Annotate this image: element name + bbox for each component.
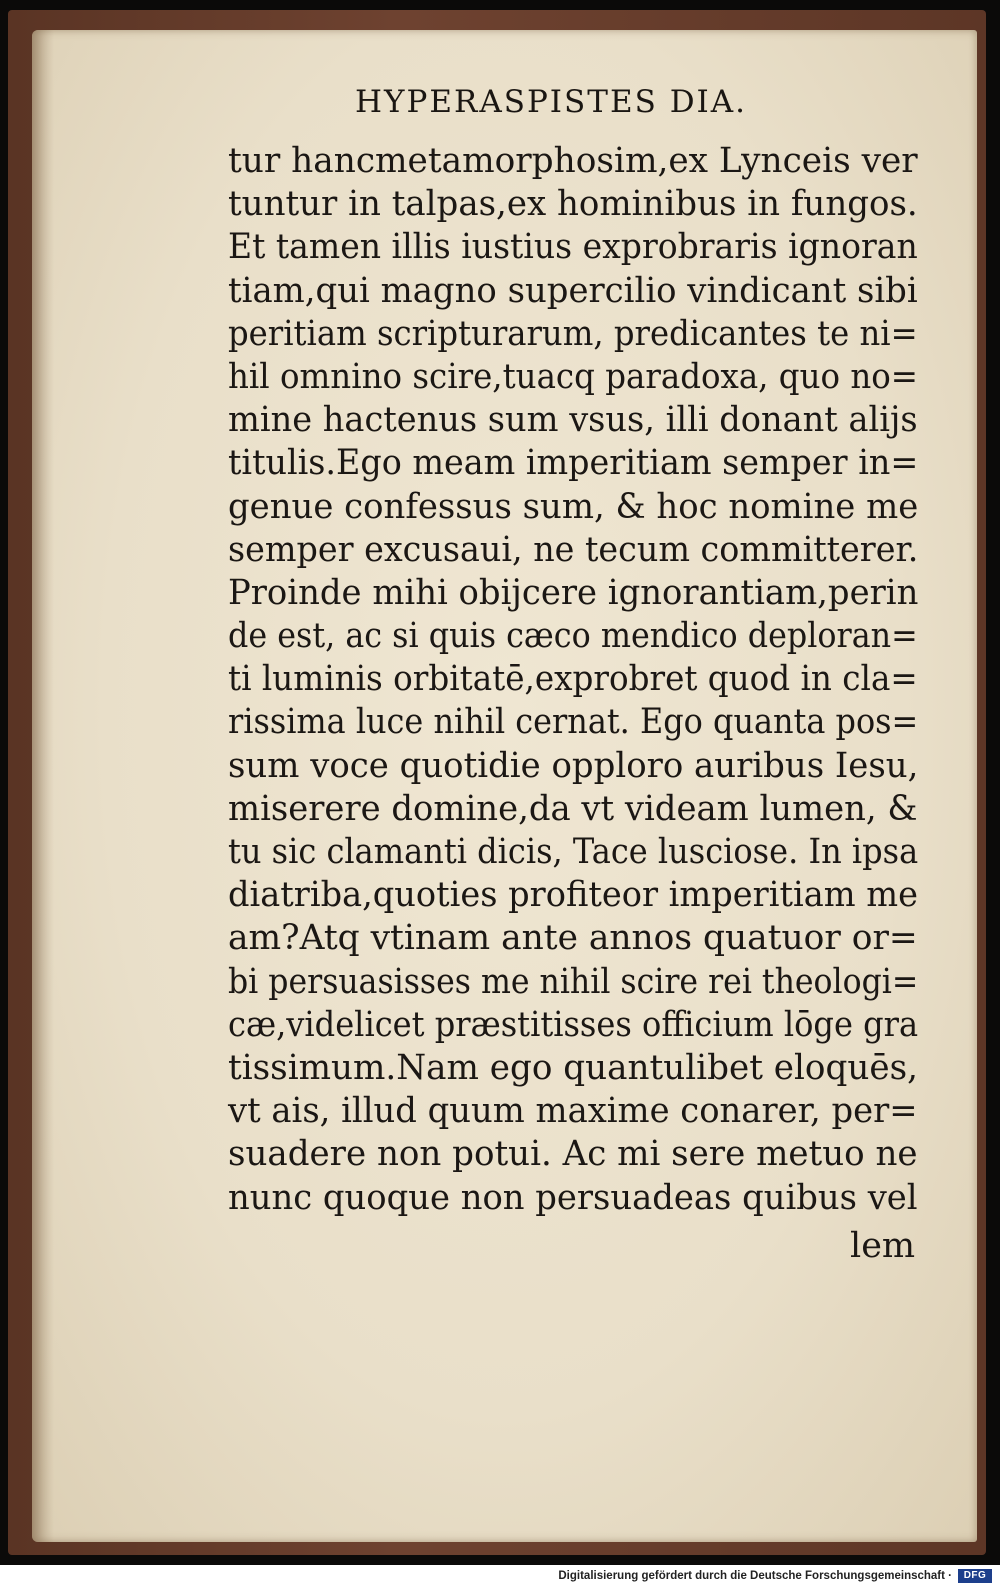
text-line: suadere non potui. Ac mi sere metuo ne — [228, 1134, 918, 1175]
text-line: tu sic clamanti dicis, Tace lusciose. In ipsa — [228, 832, 919, 872]
text-line: rissima luce nihil cernat. Ego quanta pos= — [228, 702, 919, 743]
digitization-credit: Digitalisierung gefördert durch die Deutsche Forschungsgemeinschaft · — [558, 1570, 952, 1582]
text-line: titulis.Ego meam imperitiam semper in= — [228, 443, 919, 484]
text-line: bi persuasisses me nihil scire rei theologi= — [228, 961, 919, 1002]
text-line: tuntur in talpas,ex hominibus in fungos. — [228, 184, 918, 225]
text-line: Et tamen illis iustius exprobraris ignoran — [228, 227, 918, 268]
gutter-shadow — [32, 30, 54, 1542]
text-line: nunc quoque non persuadeas quibus vel — [228, 1177, 918, 1218]
running-head: HYPERASPISTES DIA. — [355, 84, 748, 120]
text-line: Proinde mihi obijcere ignorantiam,perin — [228, 572, 919, 613]
text-line: peritiam scripturarum, predicantes te ni= — [228, 313, 918, 354]
text-line: tiam,qui magno supercilio vindicant sibi — [228, 270, 918, 311]
text-line: diatriba,quoties profiteor imperitiam me — [228, 875, 918, 916]
text-line: tur hancmetamorphosim,ex Lynceis ver — [228, 141, 918, 181]
text-line: miserere domine,da vt videam lumen, & — [228, 788, 918, 829]
text-line: sum voce quotidie opploro auribus Iesu, — [228, 745, 919, 786]
text-line: vt ais, illud quum maxime conarer, per= — [228, 1091, 918, 1132]
text-line: mine hactenus sum vsus, illi donant alijs — [228, 400, 918, 441]
text-line: tissimum.Nam ego quantulibet eloquēs, — [228, 1047, 918, 1088]
dfg-logo: DFG — [958, 1569, 992, 1583]
text-line: hil omnino scire,tuacq paradoxa, quo no= — [228, 356, 919, 397]
text-line: genue confessus sum, & hoc nomine me — [228, 486, 919, 527]
body-text — [228, 140, 928, 1220]
text-line: cæ,videlicet præstitisses officium lōge gra — [228, 1004, 919, 1045]
text-line: semper excusaui, ne tecum committerer. — [228, 529, 919, 570]
text-line: de est, ac si quis cæco mendico deploran= — [228, 616, 918, 657]
text-line: am?Atq vtinam ante annos quatuor or= — [228, 918, 918, 959]
text-line: ti luminis orbitatē,exprobret quod in cla= — [228, 659, 918, 700]
catchword: lem — [850, 1226, 916, 1266]
